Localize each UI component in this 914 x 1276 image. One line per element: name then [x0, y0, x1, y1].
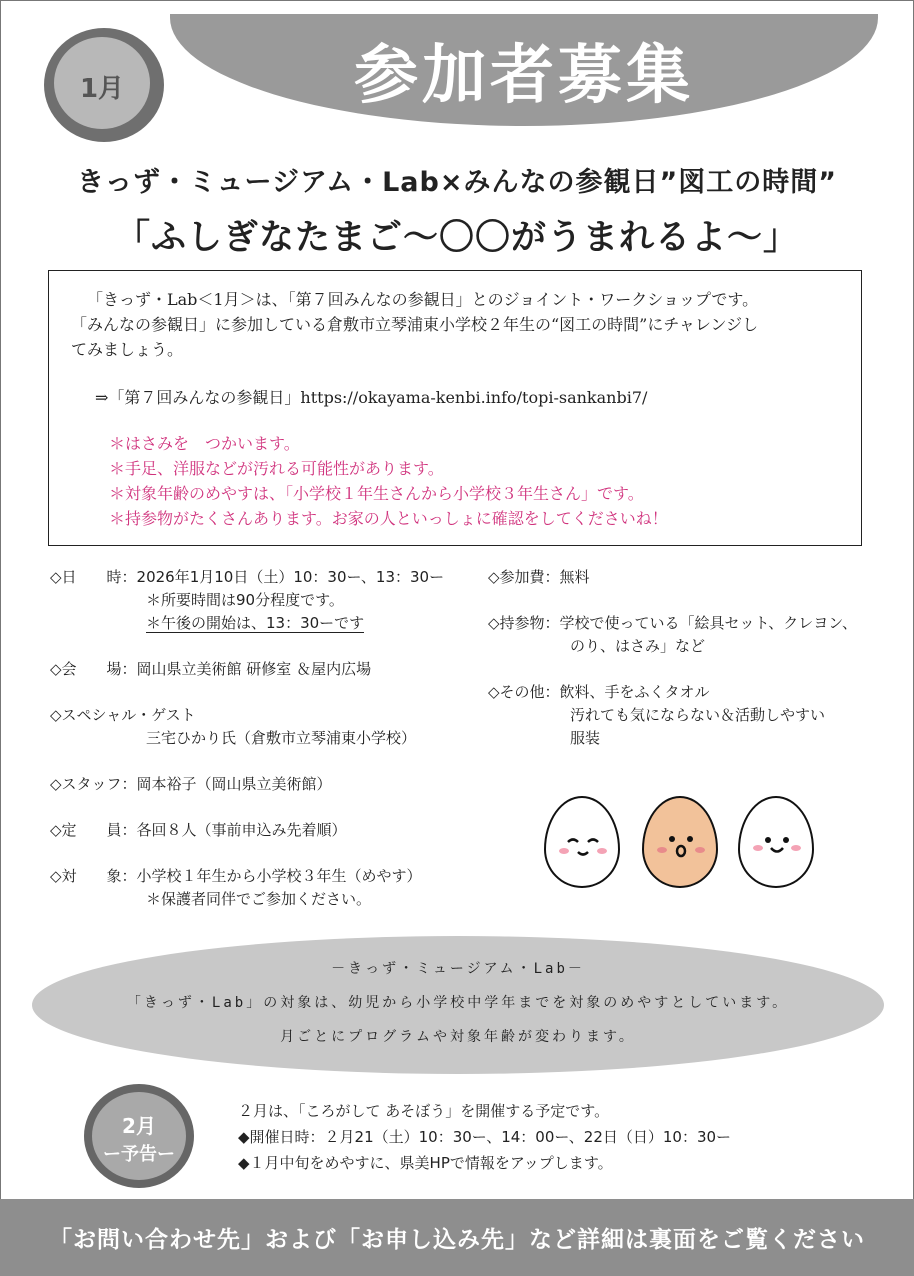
afternoon-start-note: ＊午後の開始は、13：30ーです [146, 614, 365, 632]
main-title: 「ふしぎなたまご～〇〇がうまれるよ～」 [114, 218, 799, 258]
detail-datetime-note [146, 612, 364, 634]
preview-badge-inner [92, 1092, 186, 1180]
month-badge-inner [54, 37, 150, 129]
footer-text: 「お問い合わせ先」および「お申し込み先」など詳細は裏面をご覧ください [49, 1227, 865, 1253]
note-item: ＊はさみを つかいます。 [109, 434, 300, 453]
preview-badge [84, 1084, 194, 1188]
detail-other: ◇その他：飲料、手をふくタオル [488, 683, 710, 701]
egg-smile-icon [544, 796, 620, 888]
subtitle: きっず・ミュージアム・Lab×みんなの参観日”図工の時間” [77, 167, 837, 198]
month-badge-text: 1月 [79, 74, 125, 104]
detail-datetime: ◇日 時：2026年1月10日（土）10：30ー、13：30ー [50, 568, 445, 586]
detail-bring-cont: のり、はさみ」など [570, 637, 706, 655]
banner-title: 参加者募集 [354, 39, 694, 113]
notes-list [109, 431, 668, 531]
note-item: ＊手足、洋服などが汚れる可能性があります。 [109, 459, 444, 478]
preview-schedule: ◆開催日時：２月21（土）10：30ー、14：00ー、22日（日）10：30ー [238, 1128, 732, 1146]
about-ellipse [32, 936, 884, 1074]
detail-target-note: ＊保護者同伴でご参加ください。 [146, 890, 372, 908]
detail-capacity: ◇定 員：各回８人（事前申込み先着順） [50, 821, 347, 839]
intro-line-2: 「みんなの参観日」に参加している倉敷市立琴浦東小学校２年生の“図工の時間”にチャレンジし [71, 315, 759, 334]
about-text: 「きっず・Lab」の対象は、幼児から小学校中学年までを対象のめやすとしています。 [126, 995, 790, 1011]
intro-line-1: 「きっず・Lab＜1月＞は、「第７回みんなの参観日」とのジョイント・ワークショップです。 [87, 290, 759, 309]
detail-staff: ◇スタッフ：岡本裕子（岡山県立美術館） [50, 775, 332, 793]
egg-happy-icon [738, 796, 814, 888]
intro-line-3: てみましょう。 [71, 340, 184, 359]
detail-guest-name: 三宅ひかり氏（倉敷市立琴浦東小学校） [146, 729, 417, 747]
detail-datetime-note: ＊所要時間は90分程度です。 [146, 591, 344, 609]
egg-surprised-icon [642, 796, 718, 888]
detail-other-cont: 服装 [570, 729, 601, 747]
detail-other-cont: 汚れても気にならない＆活動しやすい [570, 706, 826, 724]
preview-info: ◆１月中旬をめやすに、県美HPで情報をアップします。 [238, 1154, 613, 1172]
detail-venue: ◇会 場：岡山県立美術館 研修室 ＆屋内広場 [50, 660, 372, 678]
detail-target: ◇対 象：小学校１年生から小学校３年生（めやす） [50, 867, 422, 885]
footer-bar [0, 1199, 914, 1276]
intro-box [48, 270, 862, 546]
about-text: 月ごとにプログラムや対象年齢が変わります。 [280, 1029, 636, 1045]
note-item: ＊対象年齢のめやすは、「小学校１年生さんから小学校３年生さん」です。 [109, 484, 644, 503]
month-badge [44, 28, 164, 142]
preview-month: 2月 [122, 1114, 156, 1138]
detail-guest-label: ◇スペシャル・ゲスト [50, 706, 196, 724]
preview-label: ー予告ー [103, 1144, 175, 1165]
event-link[interactable]: ⇒「第７回みんなの参観日」https://okayama-kenbi.info/topi-sankanbi7/ [95, 388, 648, 407]
note-item: ＊持参物がたくさんあります。お家の人といっしょに確認をしてくださいね！ [109, 509, 668, 528]
detail-fee: ◇参加費：無料 [488, 568, 590, 586]
about-heading: －きっず・ミュージアム・Lab－ [331, 961, 585, 977]
detail-bring: ◇持参物：学校で使っている「絵具セット、クレヨン、 [488, 614, 857, 632]
preview-text: ２月は、「ころがして あそぼう」を開催する予定です。 [238, 1102, 610, 1120]
